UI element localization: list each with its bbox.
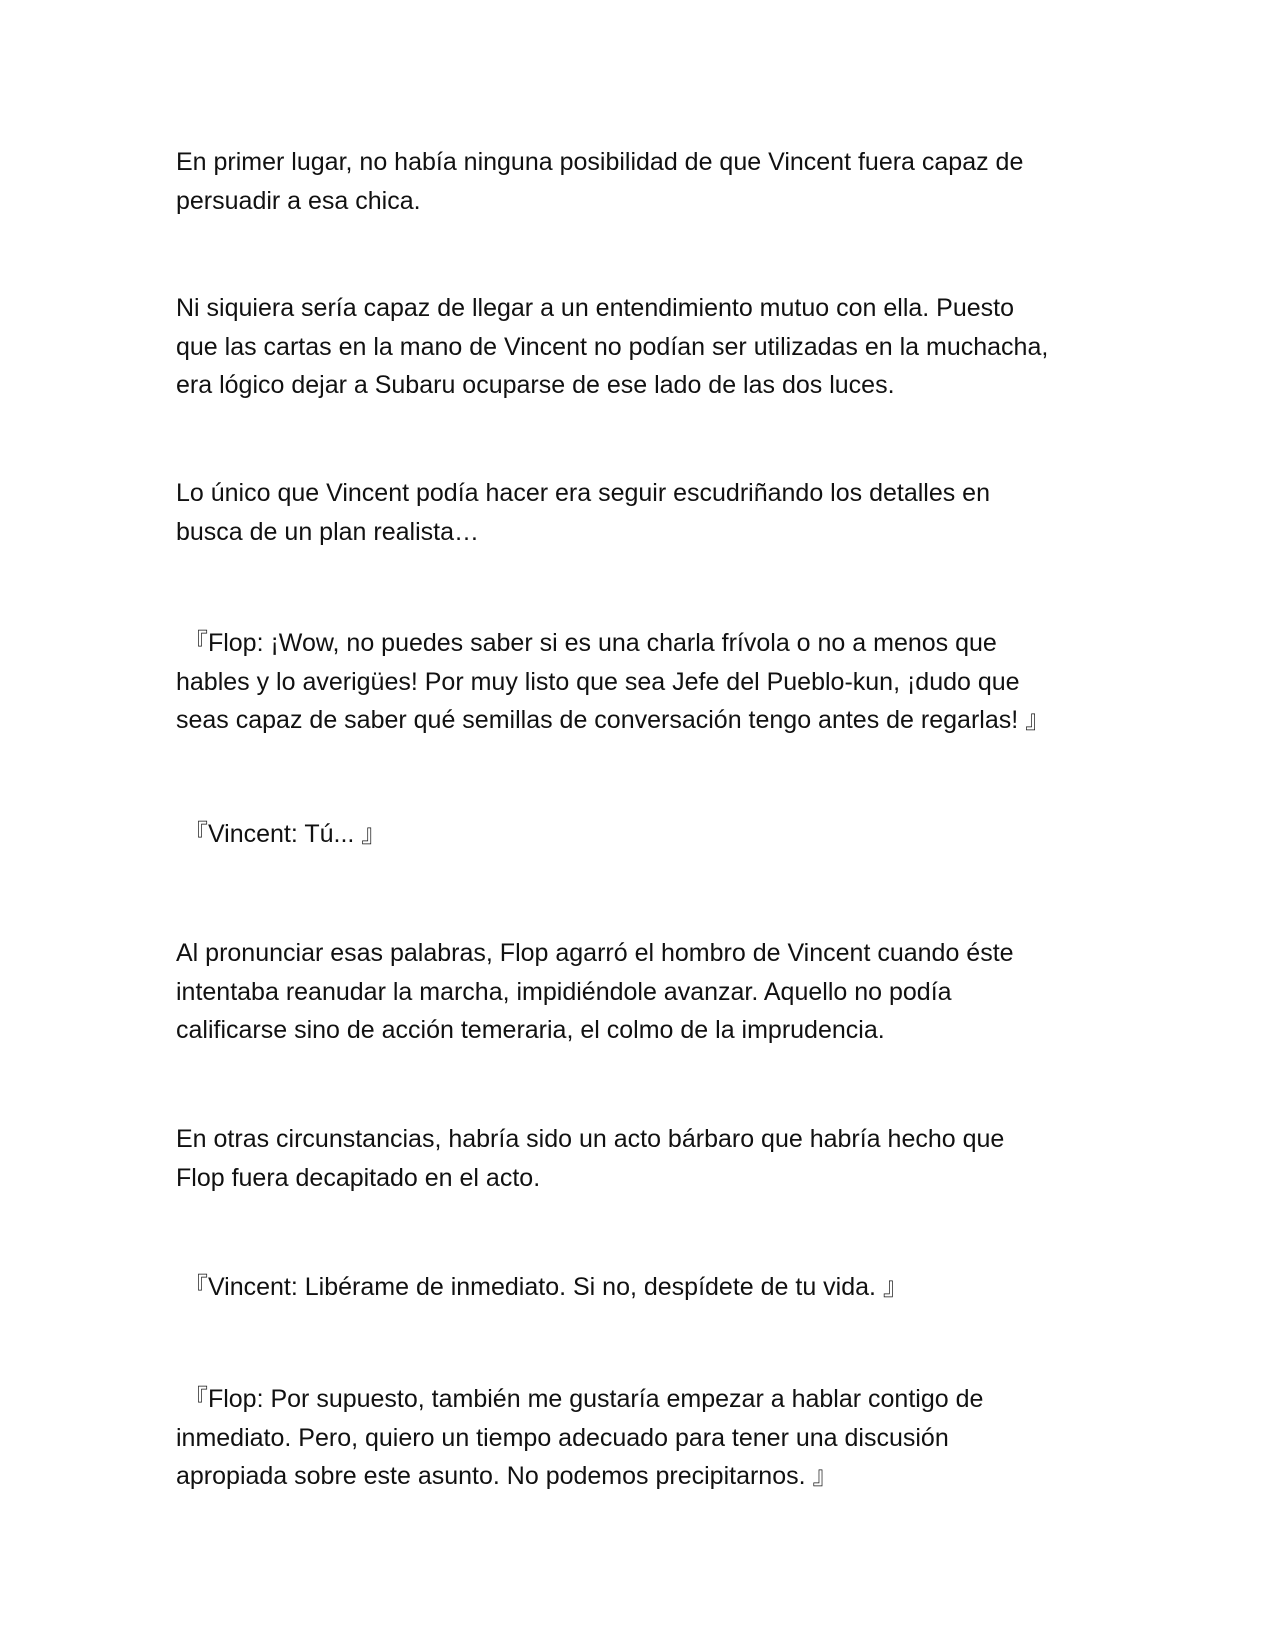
text-line: calificarse sino de acción temeraria, el colmo de la imprudencia. bbox=[176, 1016, 885, 1044]
paragraph-3 bbox=[176, 474, 1136, 551]
paragraph-9-dialogue bbox=[176, 1380, 1136, 1496]
text-line: busca de un plan realista… bbox=[176, 517, 479, 546]
text-line: Ni siquiera sería capaz de llegar a un entendimiento mutuo con ella. Puesto bbox=[176, 294, 1015, 322]
text-line: inmediato. Pero, quiero un tiempo adecuado para tener una discusión bbox=[176, 1423, 949, 1452]
text-line: 『Flop: Por supuesto, también me gustaría empezar a hablar contigo de bbox=[176, 1385, 984, 1413]
text-line: hables y lo averigües! Por muy listo que sea Jefe del Pueblo-kun, ¡dudo que bbox=[176, 667, 1020, 696]
paragraph-6 bbox=[176, 934, 1136, 1050]
paragraph-7 bbox=[176, 1120, 1136, 1197]
paragraph-5-dialogue bbox=[176, 815, 1136, 854]
text-line: En primer lugar, no había ninguna posibilidad de que Vincent fuera capaz de bbox=[176, 148, 1024, 176]
text-line: que las cartas en la mano de Vincent no podían ser utilizadas en la muchacha, bbox=[176, 332, 1049, 361]
text-line: seas capaz de saber qué semillas de conversación tengo antes de regarlas! 』 bbox=[176, 706, 1051, 734]
text-line: En otras circunstancias, habría sido un acto bárbaro que habría hecho que bbox=[176, 1125, 1005, 1153]
text-line: 『Vincent: Tú... 』 bbox=[176, 820, 387, 848]
text-line: era lógico dejar a Subaru ocuparse de ese lado de las dos luces. bbox=[176, 371, 895, 399]
text-line: Lo único que Vincent podía hacer era seguir escudriñando los detalles en bbox=[176, 479, 990, 507]
text-line: 『Vincent: Libérame de inmediato. Si no, despídete de tu vida. 』 bbox=[176, 1273, 908, 1301]
paragraph-2 bbox=[176, 289, 1136, 405]
text-line: 『Flop: ¡Wow, no puedes saber si es una charla frívola o no a menos que bbox=[176, 629, 997, 657]
text-line: intentaba reanudar la marcha, impidiéndole avanzar. Aquello no podía bbox=[176, 977, 952, 1006]
text-line: persuadir a esa chica. bbox=[176, 186, 421, 215]
paragraph-4-dialogue bbox=[176, 624, 1136, 740]
text-line: apropiada sobre este asunto. No podemos precipitarnos. 』 bbox=[176, 1462, 838, 1490]
text-line: Flop fuera decapitado en el acto. bbox=[176, 1163, 541, 1192]
text-line: Al pronunciar esas palabras, Flop agarró el hombro de Vincent cuando éste bbox=[176, 939, 1014, 967]
paragraph-8-dialogue bbox=[176, 1268, 1136, 1307]
paragraph-1 bbox=[176, 143, 1136, 220]
